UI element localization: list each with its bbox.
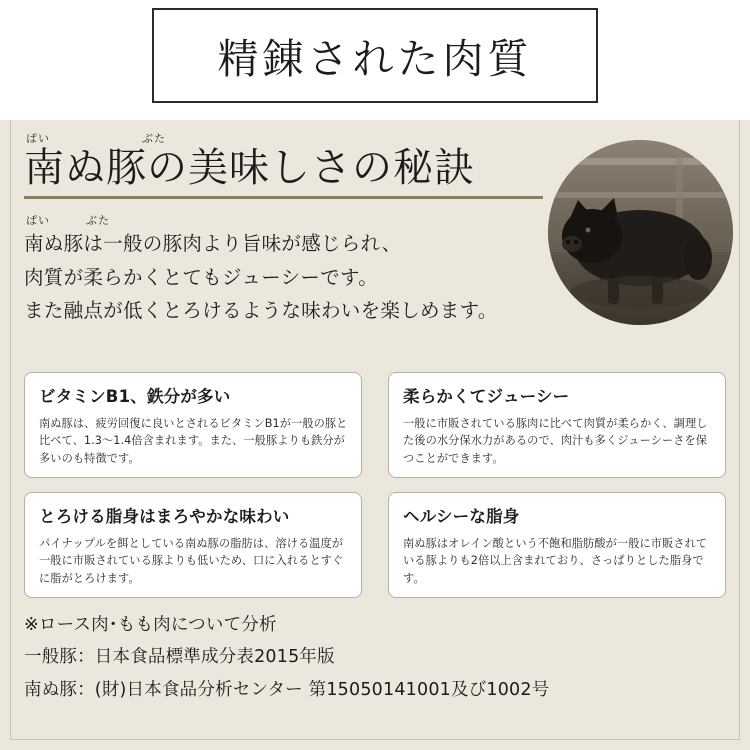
footnote-2: 一般豚：日本食品標準成分表2015年版 bbox=[24, 647, 335, 668]
feature-box-2 bbox=[388, 372, 726, 478]
lead-ruby-2: ぶた bbox=[86, 214, 110, 227]
heading-text: 南ぬ豚の美味しさの秘訣 bbox=[24, 145, 475, 191]
lead-paragraph bbox=[24, 212, 544, 328]
lead-line-1: 南ぬ豚は一般の豚肉より旨味が感じられ、 bbox=[24, 232, 402, 255]
lead-ruby-1: ぱい bbox=[26, 214, 50, 227]
feature-body-1: 南ぬ豚は、疲労回復に良いとされるビタミンB1が一般の豚と比べて、1.3〜1.4倍含まれます。また、一般豚よりも鉄分が多いのも特徴です。 bbox=[39, 417, 348, 465]
feature-body-2: 一般に市販されている豚肉に比べて肉質が柔らかく、調理した後の水分保水力があるので、肉汁も多くジューシーさを保つことができます。 bbox=[403, 417, 708, 465]
feature-title-3: とろける脂身はまろやかな味わい bbox=[39, 507, 290, 526]
pig-photo bbox=[548, 140, 733, 325]
feature-body-3: パイナップルを餌としている南ぬ豚の脂肪は、溶ける温度が一般に市販されている豚よりも低いため、口に入れるとすぐに脂がとろけます。 bbox=[39, 537, 344, 585]
heading-ruby-row bbox=[24, 130, 564, 146]
feature-title-4: ヘルシーな脂身 bbox=[403, 507, 520, 526]
feature-box-3 bbox=[24, 492, 362, 598]
lead-line-2: 肉質が柔らかくとてもジューシーです。 bbox=[24, 265, 379, 289]
footnote-3: 南ぬ豚：(財)日本食品分析センター 第15050141001及び1002号 bbox=[24, 679, 550, 700]
heading-underline bbox=[24, 196, 543, 199]
heading-ruby-2: ぶた bbox=[142, 132, 166, 145]
feature-title-2: 柔らかくてジューシー bbox=[403, 387, 570, 406]
lead-ruby-row bbox=[24, 212, 544, 227]
section-heading bbox=[24, 130, 564, 190]
feature-body-4: 南ぬ豚はオレイン酸という不飽和脂肪酸が一般に市販されている豚よりも2倍以上含まれており、さっぱりとした脂身です。 bbox=[403, 537, 708, 585]
lead-line-3: また融点が低くとろけるような味わいを楽しめます。 bbox=[24, 299, 498, 323]
footnotes bbox=[24, 612, 724, 709]
feature-title-1: ビタミンB1、鉄分が多い bbox=[39, 387, 231, 406]
feature-box-4 bbox=[388, 492, 726, 598]
heading-ruby-1: ぱい bbox=[26, 132, 50, 145]
title-banner-text: 精錬された肉質 bbox=[217, 35, 533, 83]
footnote-1: ※ロース肉･もも肉について分析 bbox=[24, 615, 277, 635]
title-banner bbox=[152, 8, 598, 103]
feature-boxes bbox=[24, 372, 726, 598]
feature-box-1 bbox=[24, 372, 362, 478]
